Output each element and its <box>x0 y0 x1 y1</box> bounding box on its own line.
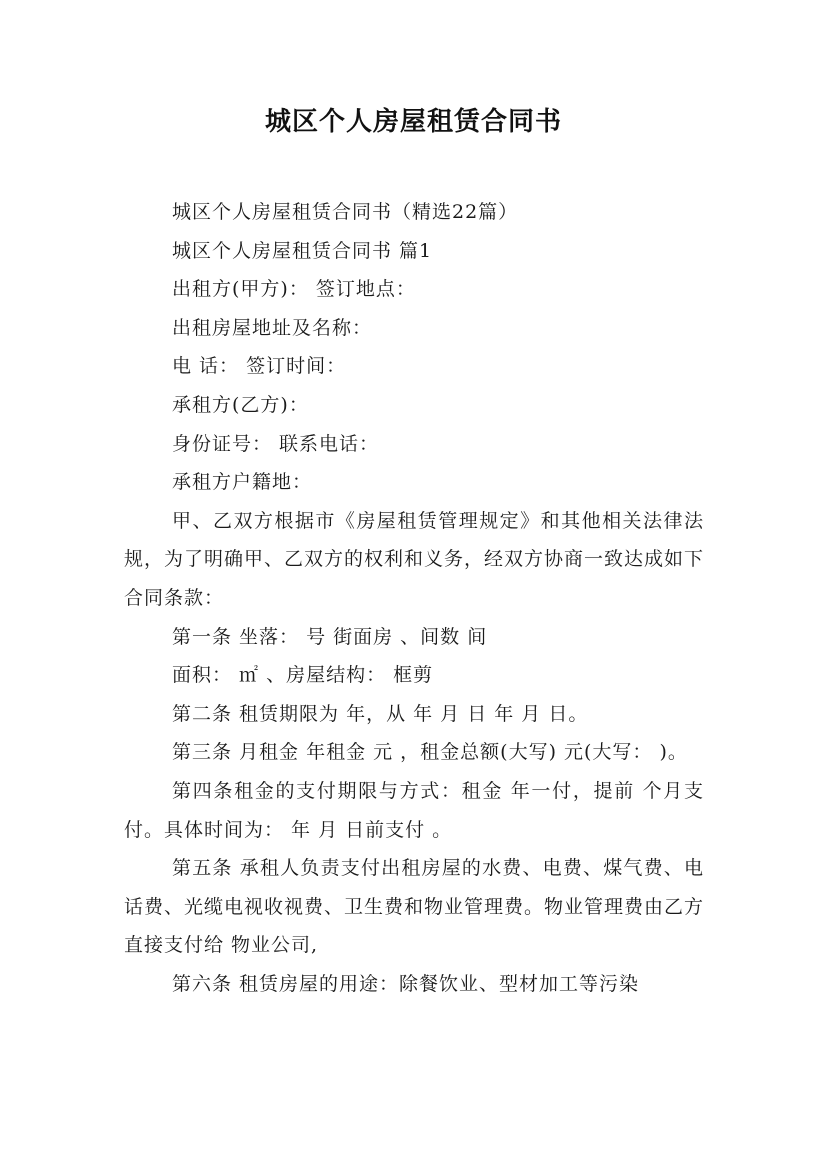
text-line: 身份证号： 联系电话： <box>172 432 380 455</box>
text-line: 出租方(甲方)： 签订地点： <box>172 278 416 301</box>
text-line: 出租房屋地址及名称： <box>172 316 373 339</box>
text-line: 城区个人房屋租赁合同书 篇1 <box>172 239 433 262</box>
text-line: 承租方(乙方)： <box>172 393 309 416</box>
text-line: 承租方户籍地： <box>172 471 313 494</box>
text-line: 电 话： 签订时间： <box>172 355 347 378</box>
document-title: 城区个人房屋租赁合同书 <box>264 107 562 137</box>
paragraph: 第三条 月租金 年租金 元 ，租金总额(大写) 元(大写： )。 <box>172 741 688 764</box>
paragraph: 甲、乙双方根据市《房屋租赁管理规定》和其他相关法律法规，为了明确甲、乙双方的权利和义务，经双方协商一致达成如下合同条款： <box>124 509 705 609</box>
paragraph: 第五条 承租人负责支付出租房屋的水费、电费、煤气费、电话费、光缆电视收视费、卫生费和物业管理费。物业管理费由乙方直接支付给 物业公司, <box>124 857 705 957</box>
paragraph: 第六条 租赁房屋的用途：除餐饮业、型材加工等污染 <box>172 972 640 995</box>
text-line: 城区个人房屋租赁合同书（精选22篇） <box>172 201 519 223</box>
paragraph: 第二条 租赁期限为 年，从 年 月 日 年 月 日。 <box>172 702 589 725</box>
document-body <box>124 193 704 1003</box>
paragraph: 第一条 坐落： 号 街面房 、间数 间 <box>172 625 488 648</box>
paragraph: 面积： ㎡ 、房屋结构： 框剪 <box>172 664 434 687</box>
paragraph: 第四条租金的支付期限与方式：租金 年一付，提前 个月支付。具体时间为： 年 月 日前支付 。 <box>124 779 704 841</box>
